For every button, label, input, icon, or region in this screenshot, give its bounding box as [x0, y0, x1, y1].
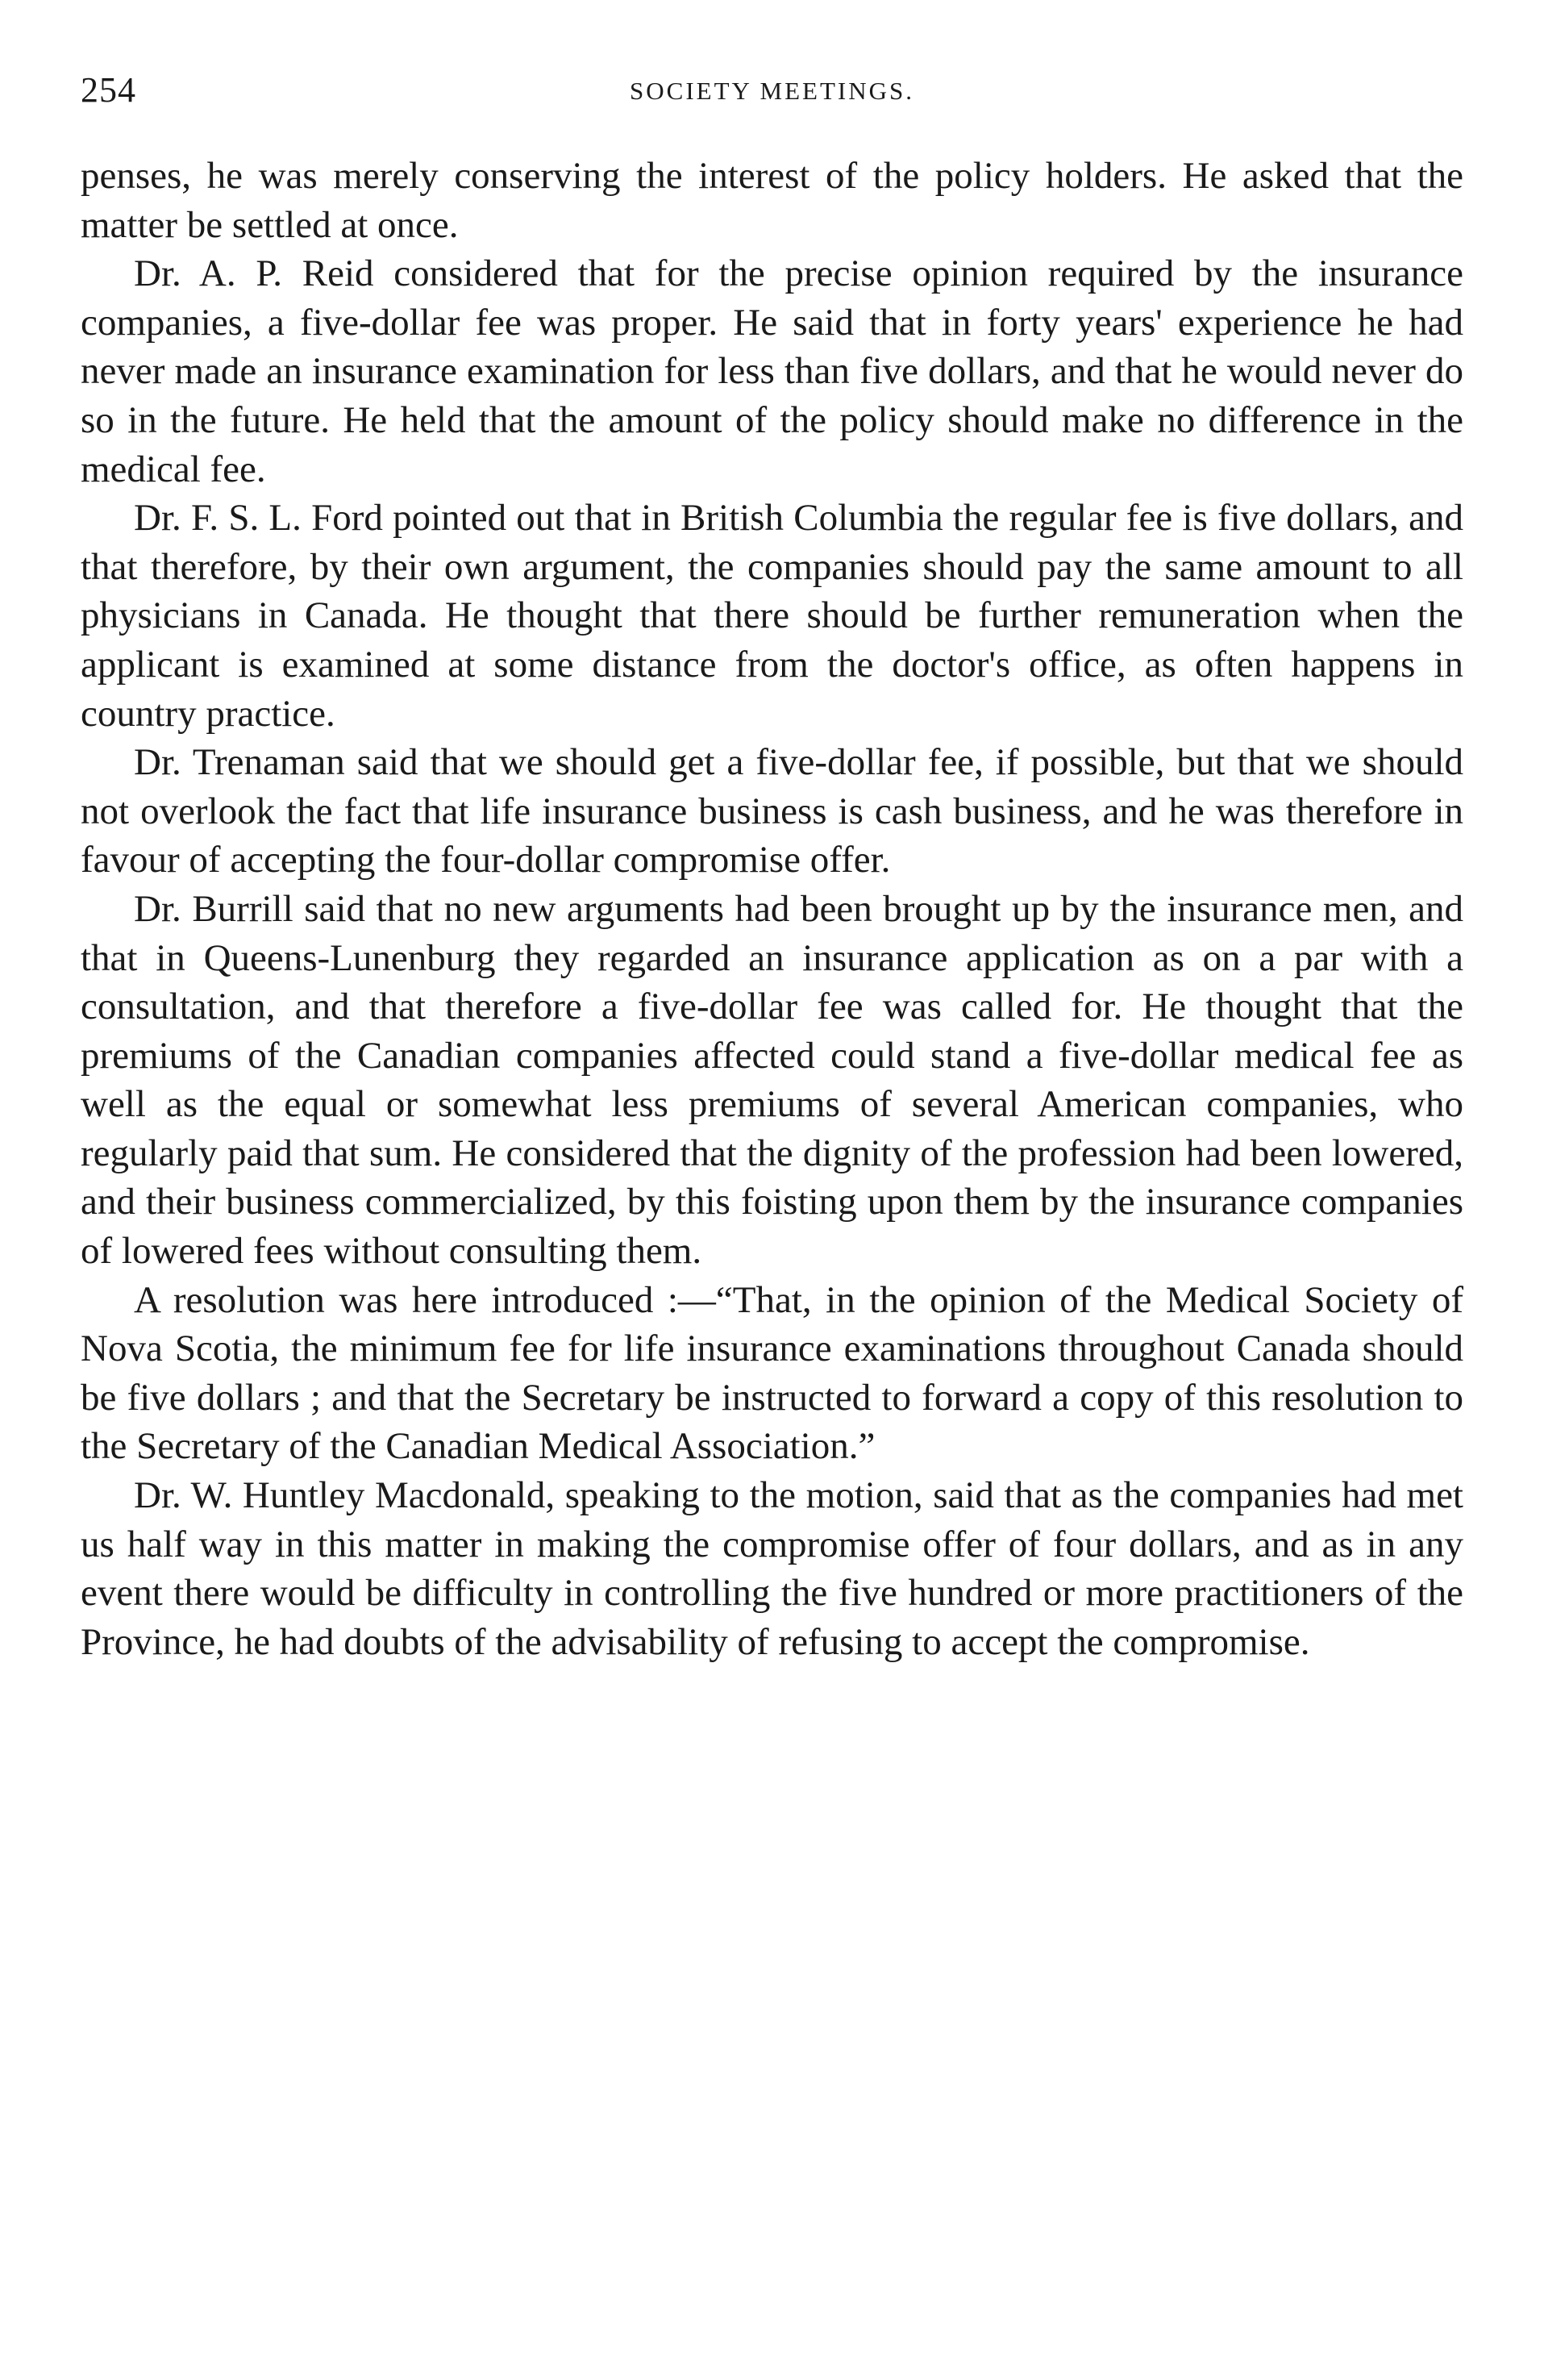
paragraph-burrill: Dr. Burrill said that no new arguments had been brought up by the insurance men, and that in Queens-Lunenburg they regarded an insurance application as on a par with a consultation, and that therefore a five-dollar fee was called for. He thought that the premiums of the Canadian companies affected could stand a five-dollar medical fee as well as the equal or somewhat less premiums of several American companies, who regularly paid that sum. He considered that the dignity of the profession had been lowered, and their business commercialized, by this foisting upon them by the insurance companies of lowered fees without consulting them.	[81, 887, 1463, 1273]
paragraph-resolution: A resolution was here introduced :—“That, in the opinion of the Medical Society of Nova Scotia, the minimum fee for life insurance examinations throughout Canada should be five dollars ; and that the Secretary be instructed to forward a copy of this resolution to the Secretary of the Canadian Medical Association.”	[81, 1278, 1463, 1468]
paragraph-ford: Dr. F. S. L. Ford pointed out that in British Columbia the regular fee is five dollars, and that therefore, by their own argument, the companies should pay the same amount to all physicians in Canada. He thought that there should be further remuneration when the applicant is examined at some distance from the doctor's office, as often happens in country practice.	[81, 497, 1463, 735]
paragraph-trenaman: Dr. Trenaman said that we should get a five-dollar fee, if possible, but that we should not overlook the fact that life insurance business is cash business, and he was therefore in favour of accepting the four-dollar compromise offer.	[81, 741, 1463, 882]
paragraph-reid: Dr. A. P. Reid considered that for the precise opinion required by the insurance companies, a five-dollar fee was proper. He said that in forty years' experience he had never made an insurance examination for less than five dollars, and that he would never do so in the future. He held that the amount of the policy should make no difference in the medical fee.	[81, 252, 1463, 490]
page-number: 254	[81, 70, 136, 110]
paragraph-macdonald: Dr. W. Huntley Macdonald, speaking to the motion, said that as the companies had met us half way in this matter in making the compromise offer of four dollars, and as in any event there would be difficulty in controlling the five hundred or more practitioners of the Province, he had doubts of the advisability of refusing to accept the compromise.	[81, 1474, 1463, 1663]
paragraph-continuation: penses, he was merely conserving the interest of the policy holders. He asked that the matter be settled at once.	[81, 155, 1463, 246]
running-title: SOCIETY MEETINGS.	[630, 77, 914, 105]
body-text	[81, 152, 1463, 1666]
running-head	[81, 66, 1463, 115]
